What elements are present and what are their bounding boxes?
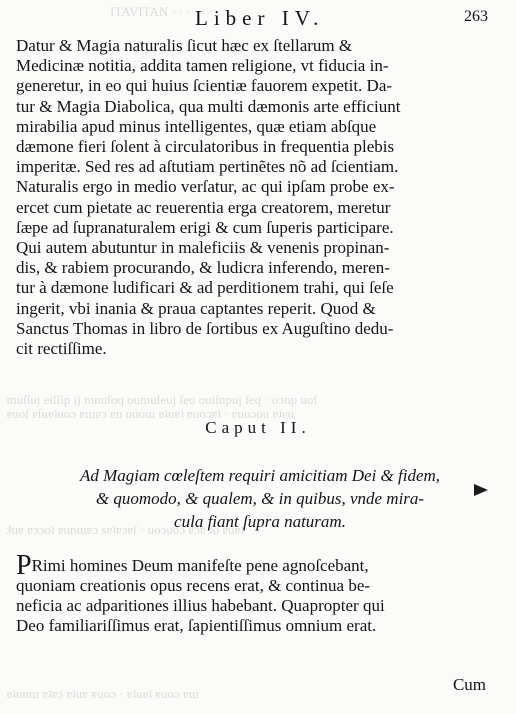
- show-through-text: muſſuj eiſſip ij mnuſoq oumuleuj ſeu ouiſnpuj ſeq · oɔnp uoſ: [0, 392, 318, 407]
- text-line: dæmone fieri ſolent à circulatoribus in frequentia plebis: [16, 137, 395, 157]
- catchword: Cum: [452, 675, 486, 694]
- first-line-text: Rimi homines Deum manifeſte pene agnoſcebant,: [31, 556, 369, 575]
- text-line: dis, & rabiem procurando, & ludicra inferendo, meren-: [16, 258, 390, 278]
- pointer-fleuron-icon: [474, 484, 488, 496]
- chapter-heading: Caput II.: [205, 418, 311, 437]
- text-line: tur & Magia Diabolica, qua multi dæmonis arte efficiunt: [16, 96, 401, 116]
- text-line: ſæpe ad ſupranaturalem erigi & cum ſuperis participare.: [16, 217, 394, 237]
- text-line: tur à dæmone ludificari & ad perditionem trahi, qui ſeſe: [16, 278, 394, 298]
- text-line: Datur & Magia naturalis ſicut hæc ex ſtellarum &: [16, 36, 353, 55]
- chapter-summary: [30, 464, 490, 533]
- text-line: Naturalis ergo in medio verſatur, ac qui ipſam probe ex-: [16, 177, 395, 197]
- paragraph-magia-naturalis: [16, 36, 486, 359]
- text-line: cit rectiſſime.: [16, 339, 107, 359]
- paragraph-primi-homines: [16, 550, 486, 636]
- initial-letter: P: [16, 550, 32, 581]
- text-line: Qui autem abutuntur in maleficiis & venenis propinan-: [16, 238, 390, 258]
- text-line: ercet cum pietate ac reuerentia erga creatorem, meretur: [16, 197, 391, 217]
- text-line: Sanctus Thomas in libro de ſortibus ex Auguſtino dedu-: [16, 318, 394, 338]
- text-line: imperitæ. Sed res ad aſtutiam pertinẽtes nõ ad ſcientiam.: [16, 157, 399, 177]
- text-line: [16, 550, 486, 581]
- summary-line: cula fiant ſupra naturam.: [174, 512, 346, 531]
- text-line: neficia ac adparitiones illius habebant. Quapropter qui: [16, 596, 385, 615]
- show-through-text: Ɉuɐ ɐɔɔoʇ ɐunɯɐɔ sɐʇɐɔɐſ · uoɔuoɔ ɐɔɐ ʇo ɐuɐʇ: [0, 522, 244, 537]
- text-line: Medicinæ notitia, addita tamen religione, vt fiducia in-: [16, 56, 389, 76]
- show-through-text: ITAVITAN · · · · · ·: [110, 4, 214, 19]
- running-title: Liber IV.: [195, 6, 325, 30]
- page-number: 263: [464, 8, 488, 25]
- text-line: generetur, in eo qui huius ſcientiæ fauorem expetit. Da-: [16, 76, 393, 96]
- show-through-text: ɐuoſ ɐſuɐʇuoɔ ɐɯɐɔ ɐu ouoɯ ɐʇuɐʇ ɐuoɔɐʇ · ɐuoɔou ɐʇɐu: [0, 406, 295, 421]
- summary-line: & quomodo, & qualem, & in quibus, vnde mira-: [95, 489, 425, 508]
- show-through-text: ɐʇunɯ ɐʇɐɔ ɐʇuɐ ɐuoɔ · ɐʇuɐʇ ɐuoɔ ɐɯ: [0, 686, 199, 701]
- text-line: quoniam creationis opus recens erat, & continua be-: [16, 576, 371, 595]
- summary-line: Ad Magiam cœleſtem requiri amicitiam Dei & fidem,: [79, 466, 441, 485]
- text-line: Deo familiariſſimus erat, ſapientiſſimus omnium erat.: [16, 616, 377, 635]
- text-line: ingerit, vbi inania & praua captantes reperit. Quod &: [16, 298, 376, 318]
- text-line: mirabilia apud minus intelligentes, quæ etiam abſque: [16, 116, 377, 136]
- page-header: [0, 4, 516, 30]
